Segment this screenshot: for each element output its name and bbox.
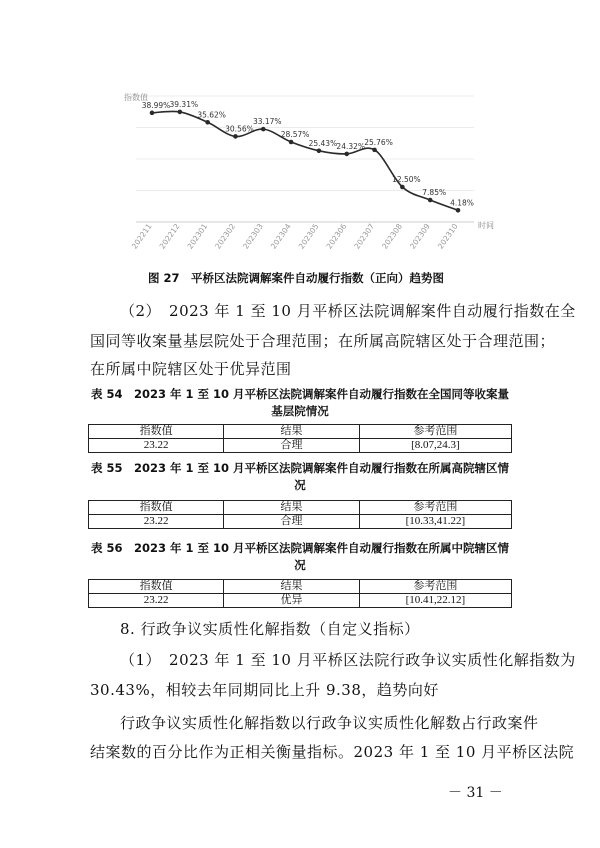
data-point xyxy=(205,120,210,125)
data-point xyxy=(233,134,238,139)
header-reference-range: 参考范围 xyxy=(359,580,511,594)
data-point xyxy=(400,185,405,190)
table-56-caption-line-1: 表 56 2023 年 1 至 10 月平桥区法院调解案件自动履行指数在所属中院辖区情 xyxy=(90,541,510,555)
table-55-caption xyxy=(88,460,512,494)
cell-result: 合理 xyxy=(224,439,359,453)
data-label: 39.31% xyxy=(169,99,199,109)
x-axis-label: 时间 xyxy=(478,221,494,230)
cell-reference-range: [10.41,22.12] xyxy=(359,594,511,608)
paragraph-2-line-2: 30.43%，相较去年同期同比上升 9.38，趋势向好 xyxy=(90,681,439,699)
paragraph-1-line-3: 在所属中院辖区处于优异范围 xyxy=(90,360,292,378)
table-row xyxy=(89,439,512,453)
chart-gridlines xyxy=(136,96,474,222)
table-55-caption-line-1: 表 55 2023 年 1 至 10 月平桥区法院调解案件自动履行指数在所属高院辖区情 xyxy=(90,461,510,475)
x-tick-label: 202302 xyxy=(213,221,238,251)
data-label: 33.17% xyxy=(252,117,282,127)
cell-reference-range: [10.33,41.22] xyxy=(359,515,511,529)
data-point xyxy=(456,208,461,213)
cell-result: 合理 xyxy=(224,515,359,529)
data-point xyxy=(261,127,266,132)
table-54-caption-line-1: 表 54 2023 年 1 至 10 月平桥区法院调解案件自动履行指数在全国同等收案量 xyxy=(90,387,510,401)
series-line xyxy=(152,111,458,210)
figure-caption: 图 27 平桥区法院调解案件自动履行指数（正向）趋势图 xyxy=(148,271,445,285)
cell-index-value: 23.22 xyxy=(89,439,224,453)
section-8-heading: 8. 行政争议实质性化解指数（自定义指标） xyxy=(120,620,420,638)
data-point xyxy=(428,198,433,203)
trend-line-chart xyxy=(110,82,502,267)
data-label: 7.85% xyxy=(422,188,447,198)
data-label: 28.57% xyxy=(280,130,310,140)
paragraph-1-line-2: 国同等收案量基层院处于合理范围；在所属高院辖区处于合理范围； xyxy=(90,332,556,350)
data-label: 35.62% xyxy=(197,110,226,120)
header-index-value: 指数值 xyxy=(89,425,224,439)
table-56-caption xyxy=(88,540,512,574)
table-56-caption-line-2: 况 xyxy=(294,558,306,572)
table-56 xyxy=(88,579,512,608)
header-result: 结果 xyxy=(224,501,359,515)
x-tick-label: 202303 xyxy=(241,221,265,251)
data-point xyxy=(150,111,155,116)
table-row xyxy=(89,515,512,529)
data-label: 38.99% xyxy=(141,100,171,110)
cell-result: 优异 xyxy=(224,594,359,608)
data-point xyxy=(344,152,349,157)
paragraph-3-line-2: 结案数的百分比作为正相关衡量指标。2023 年 1 至 10 月平桥区法院 xyxy=(90,743,575,761)
header-reference-range: 参考范围 xyxy=(359,425,511,439)
paragraph-1-line-1: （2） 2023 年 1 至 10 月平桥区法院调解案件自动履行指数在全 xyxy=(120,302,576,320)
cell-index-value: 23.22 xyxy=(89,594,224,608)
x-tick-label: 202309 xyxy=(408,221,432,251)
data-point xyxy=(317,148,322,153)
x-tick-label: 202307 xyxy=(352,221,377,251)
cell-reference-range: [8.07,24.3] xyxy=(359,439,511,453)
x-tick-label: 202301 xyxy=(185,221,210,251)
header-result: 结果 xyxy=(224,580,359,594)
header-index-value: 指数值 xyxy=(89,580,224,594)
data-label: 25.43% xyxy=(308,138,338,148)
data-point xyxy=(289,140,294,145)
table-55 xyxy=(88,500,512,529)
table-54 xyxy=(88,424,512,453)
data-label: 25.76% xyxy=(364,137,393,147)
cell-index-value: 23.22 xyxy=(89,515,224,529)
paragraph-3-line-1: 行政争议实质性化解指数以行政争议实质性化解数占行政案件 xyxy=(120,714,539,732)
data-label: 4.18% xyxy=(450,198,474,208)
y-axis-label: 指数值 xyxy=(124,93,148,102)
table-55-caption-line-2: 况 xyxy=(294,478,306,492)
x-tick-label: 202305 xyxy=(296,221,321,251)
table-header-row xyxy=(89,580,512,594)
x-tick-label: 202308 xyxy=(380,221,405,251)
data-label: 24.32% xyxy=(336,141,366,151)
data-point xyxy=(372,148,377,153)
data-label: 30.56% xyxy=(225,124,254,134)
x-tick-label: 202304 xyxy=(268,221,293,251)
table-header-row xyxy=(89,425,512,439)
x-tick-label: 202211 xyxy=(129,221,154,251)
header-index-value: 指数值 xyxy=(89,501,224,515)
header-reference-range: 参考范围 xyxy=(359,501,511,515)
table-header-row xyxy=(89,501,512,515)
table-row xyxy=(89,594,512,608)
page-number: － 31 － xyxy=(448,785,503,801)
paragraph-2-line-1: （1） 2023 年 1 至 10 月平桥区法院行政争议实质性化解指数为 xyxy=(120,651,576,669)
x-tick-label: 202306 xyxy=(324,221,349,251)
data-label: 12.50% xyxy=(392,175,421,184)
table-54-caption-line-2: 基层院情况 xyxy=(271,404,329,418)
data-point xyxy=(178,110,183,115)
x-tick-label: 202212 xyxy=(157,221,182,251)
table-54-caption xyxy=(88,386,512,420)
header-result: 结果 xyxy=(224,425,359,439)
x-tick-label: 202310 xyxy=(435,221,460,251)
